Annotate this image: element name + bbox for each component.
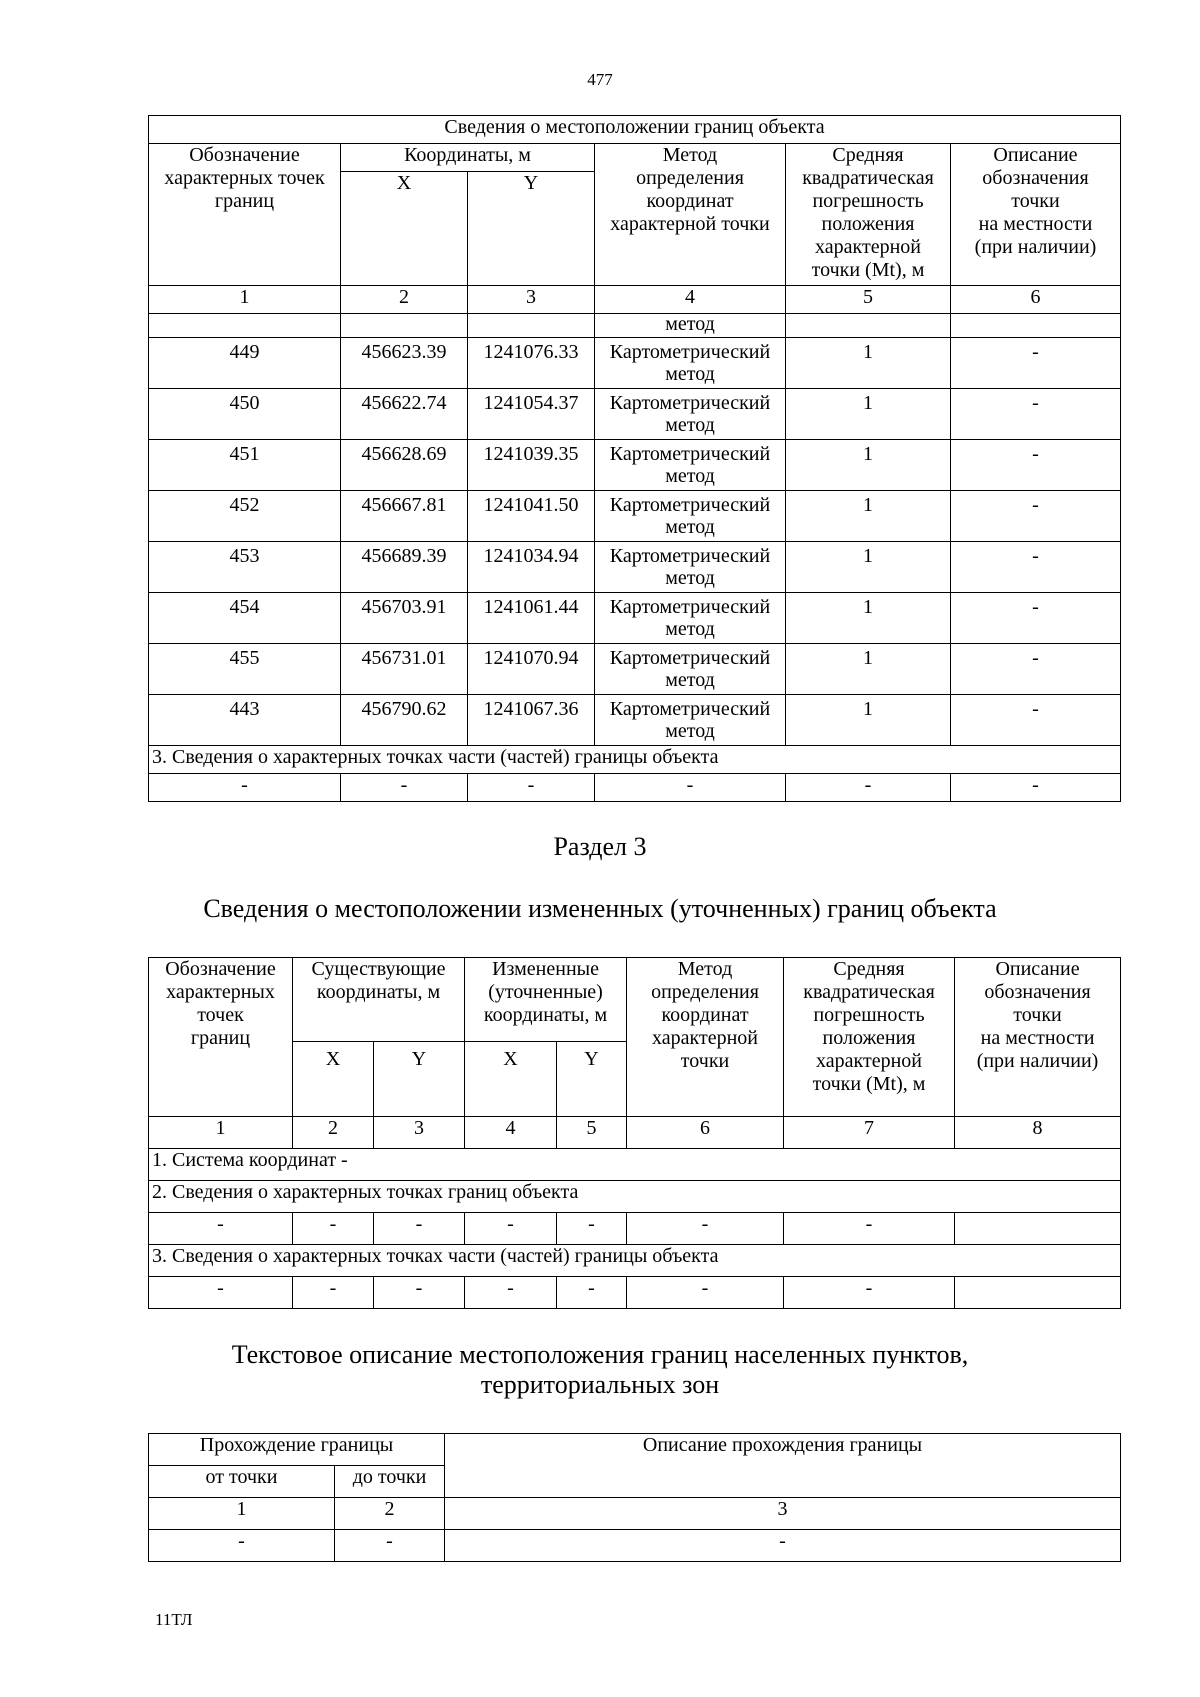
cell-point: 455: [149, 644, 341, 695]
dash-cell: -: [293, 1213, 374, 1245]
cell-error: 1: [786, 338, 951, 389]
dash-cell: -: [149, 1277, 293, 1309]
table-row: [149, 542, 1121, 593]
cell-method: Картометрический метод: [595, 542, 786, 593]
cell-point: 449: [149, 338, 341, 389]
col-number: 3: [468, 286, 595, 314]
col-number: 1: [149, 286, 341, 314]
cell-desc: -: [951, 695, 1121, 746]
dash-cell: -: [951, 774, 1121, 802]
cell-point: 450: [149, 389, 341, 440]
dash-cell: -: [627, 1213, 784, 1245]
dash-cell: -: [374, 1213, 465, 1245]
dash-cell: -: [595, 774, 786, 802]
cell-y: 1241039.35: [468, 440, 595, 491]
header-y: Y: [557, 1042, 627, 1117]
table-row: [149, 491, 1121, 542]
dash-cell: -: [293, 1277, 374, 1309]
section-title: Сведения о местоположении измененных (уточненных) границ объекта: [203, 894, 997, 923]
dash-cell: -: [627, 1277, 784, 1309]
cell-error: 1: [786, 440, 951, 491]
text-description-title: Текстовое описание местоположения границ населенных пунктов, территориальных зон: [231, 1340, 969, 1399]
parts-points-row: 3. Сведения о характерных точках части (частей) границы объекта: [149, 1245, 1121, 1277]
header-method: Метод определения координат характерной точки: [595, 144, 786, 286]
cell-x: 456689.39: [341, 542, 468, 593]
cell-error: 1: [786, 491, 951, 542]
header-coords: Координаты, м: [341, 144, 595, 172]
cell-desc: -: [951, 644, 1121, 695]
header-x: X: [465, 1042, 557, 1117]
boundary-points-table: [148, 115, 1121, 802]
col-number: 2: [341, 286, 468, 314]
dash-cell: -: [786, 774, 951, 802]
cell-x: 456790.62: [341, 695, 468, 746]
cell-method: Картометрический метод: [595, 440, 786, 491]
cell-x: 456703.91: [341, 593, 468, 644]
header-y: Y: [374, 1042, 465, 1117]
cell-method: Картометрический метод: [595, 593, 786, 644]
cell-y: 1241061.44: [468, 593, 595, 644]
header-point: Обозначение характерных точек границ: [149, 144, 341, 286]
header-y: Y: [468, 172, 595, 286]
cell-desc: -: [951, 440, 1121, 491]
cell-point: 452: [149, 491, 341, 542]
dash-cell: -: [149, 1530, 335, 1562]
cell-x: 456622.74: [341, 389, 468, 440]
cell-y: 1241034.94: [468, 542, 595, 593]
cell-desc: -: [951, 542, 1121, 593]
cell-x: 456628.69: [341, 440, 468, 491]
col-number: 1: [149, 1117, 293, 1149]
dash-cell: -: [445, 1530, 1121, 1562]
cell-y: 1241054.37: [468, 389, 595, 440]
col-number: 1: [149, 1498, 335, 1530]
cell-point: 453: [149, 542, 341, 593]
header-error: Средняя квадратическая погрешность положения характерной точки (Mt), м: [784, 958, 955, 1117]
cell-x: 456623.39: [341, 338, 468, 389]
section-heading: Раздел 3: [553, 832, 647, 861]
dash-cell: -: [784, 1213, 955, 1245]
cell-point: 443: [149, 695, 341, 746]
col-number: 5: [557, 1117, 627, 1149]
cell-error: 1: [786, 644, 951, 695]
table-row: [149, 644, 1121, 695]
dash-cell: -: [468, 774, 595, 802]
cell-point: 454: [149, 593, 341, 644]
cell-desc: -: [951, 491, 1121, 542]
empty-cell: [149, 314, 341, 338]
cell-method: Картометрический метод: [595, 695, 786, 746]
col-number: 6: [951, 286, 1121, 314]
header-description: Описание обозначения точки на местности (при наличии): [951, 144, 1121, 286]
cell-method: Картометрический метод: [595, 389, 786, 440]
dash-cell: -: [784, 1277, 955, 1309]
header-passage: Прохождение границы: [149, 1434, 445, 1466]
cell-desc: -: [951, 389, 1121, 440]
cell-y: 1241076.33: [468, 338, 595, 389]
section3-parts-label: 3. Сведения о характерных точках части (частей) границы объекта: [149, 746, 1121, 774]
col-number: 4: [595, 286, 786, 314]
header-x: X: [293, 1042, 374, 1117]
dash-cell: -: [557, 1277, 627, 1309]
cell-point: 451: [149, 440, 341, 491]
dash-cell: -: [465, 1213, 557, 1245]
header-existing: Существующие координаты, м: [293, 958, 465, 1042]
cell-method: Картометрический метод: [595, 644, 786, 695]
col-number: 2: [293, 1117, 374, 1149]
footer-code: 11ТЛ: [155, 1610, 193, 1629]
header-from: от точки: [149, 1466, 335, 1498]
col-number: 7: [784, 1117, 955, 1149]
dash-cell: -: [335, 1530, 445, 1562]
dash-cell: -: [374, 1277, 465, 1309]
empty-cell: [951, 314, 1121, 338]
boundary-description-table: [148, 1433, 1121, 1562]
header-x: X: [341, 172, 468, 286]
table1-title: Сведения о местоположении границ объекта: [149, 116, 1121, 144]
cell-error: 1: [786, 389, 951, 440]
table-row: [149, 593, 1121, 644]
changed-boundaries-table: [148, 957, 1121, 1309]
cell-error: 1: [786, 593, 951, 644]
cell-y: 1241067.36: [468, 695, 595, 746]
col-number: 2: [335, 1498, 445, 1530]
cell-desc: -: [951, 593, 1121, 644]
header-description: Описание прохождения границы: [445, 1434, 1121, 1498]
dash-cell: [955, 1277, 1121, 1309]
cell-x: 456731.01: [341, 644, 468, 695]
header-method: Метод определения координат характерной точки: [627, 958, 784, 1117]
dash-cell: -: [465, 1277, 557, 1309]
col-number: 3: [374, 1117, 465, 1149]
table-row: [149, 338, 1121, 389]
cell-y: 1241041.50: [468, 491, 595, 542]
col-number: 5: [786, 286, 951, 314]
cell-error: 1: [786, 695, 951, 746]
header-to: до точки: [335, 1466, 445, 1498]
dash-cell: -: [149, 1213, 293, 1245]
header-point: Обозначение характерных точек границ: [149, 958, 293, 1117]
header-error: Средняя квадратическая погрешность положения характерной точки (Mt), м: [786, 144, 951, 286]
empty-cell: [786, 314, 951, 338]
dash-cell: -: [149, 774, 341, 802]
header-changed: Измененные (уточненные) координаты, м: [465, 958, 627, 1042]
dash-cell: -: [341, 774, 468, 802]
empty-cell: [341, 314, 468, 338]
cell-method: Картометрический метод: [595, 491, 786, 542]
cell-x: 456667.81: [341, 491, 468, 542]
empty-cell: [468, 314, 595, 338]
dash-cell: -: [557, 1213, 627, 1245]
cell-desc: -: [951, 338, 1121, 389]
page-number: 477: [587, 70, 613, 89]
continuation-cell: метод: [595, 314, 786, 338]
dash-cell: [955, 1213, 1121, 1245]
cell-y: 1241070.94: [468, 644, 595, 695]
col-number: 8: [955, 1117, 1121, 1149]
cell-method: Картометрический метод: [595, 338, 786, 389]
table-row: [149, 695, 1121, 746]
table-row: [149, 389, 1121, 440]
table-row: [149, 440, 1121, 491]
col-number: 3: [445, 1498, 1121, 1530]
cell-error: 1: [786, 542, 951, 593]
col-number: 4: [465, 1117, 557, 1149]
boundary-points-row: 2. Сведения о характерных точках границ объекта: [149, 1181, 1121, 1213]
coordinate-system-row: 1. Система координат -: [149, 1149, 1121, 1181]
col-number: 6: [627, 1117, 784, 1149]
header-description: Описание обозначения точки на местности (при наличии): [955, 958, 1121, 1117]
